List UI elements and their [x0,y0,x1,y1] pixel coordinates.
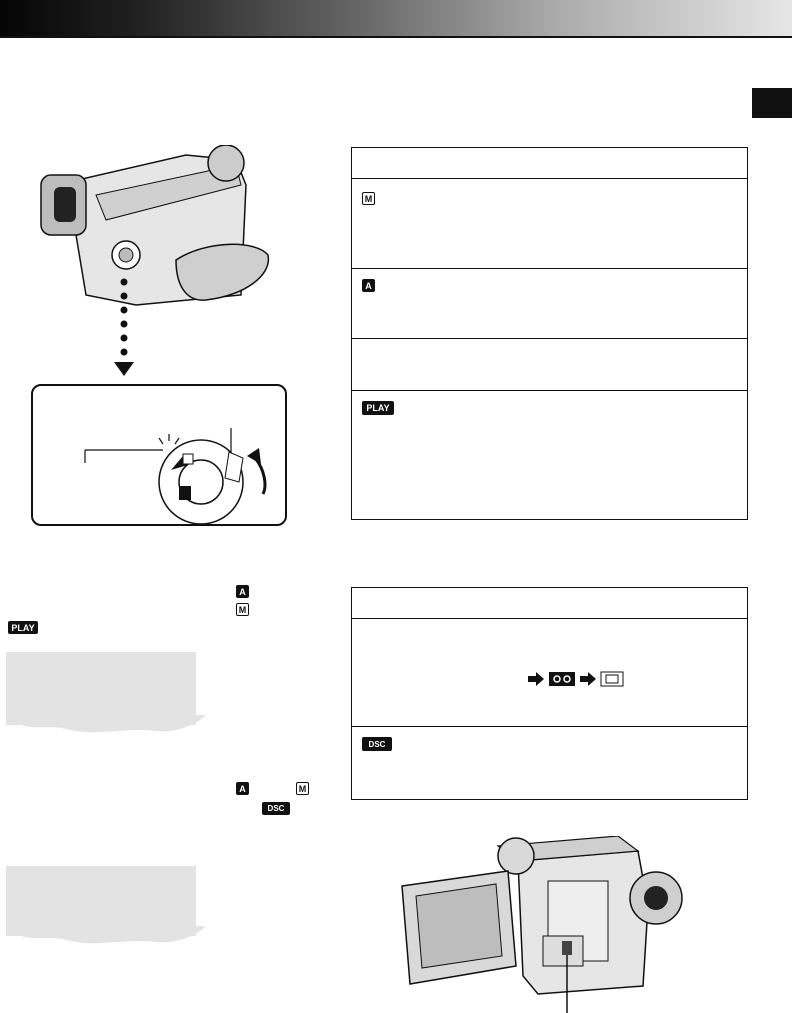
note-box-2 [6,866,196,936]
play-mode-badge-table: PLAY [362,401,394,415]
play-mode-badge: PLAY [8,621,38,634]
manual-mode-badge-table: M [362,192,375,205]
manual-mode-badge: M [236,603,249,616]
auto-mode-badge-2: A [236,782,249,795]
dsc-mode-badge: DSC [262,802,290,815]
mode-table-header [352,148,747,178]
media-row-dsc [352,726,747,800]
page-header-bar [0,0,792,36]
camcorder-top-illustration [36,145,276,310]
power-dial-illustration [33,386,285,524]
media-table-header [352,588,747,618]
mode-row-play [352,390,747,520]
manual-mode-badge-2: M [296,782,309,795]
media-table [351,587,748,800]
note-box-1 [6,652,196,725]
mode-table [351,147,748,520]
dotted-arrow [114,276,134,376]
auto-mode-badge-table: A [362,279,375,292]
camcorder-bottom-illustration [398,836,690,1013]
media-row-tape [352,618,747,727]
tape-to-memory-arrow-icons [528,671,624,687]
auto-mode-badge: A [236,585,249,598]
mode-row-auto [352,268,747,339]
dsc-mode-badge-table: DSC [362,737,392,751]
mode-row-off [352,338,747,391]
language-tab [752,88,792,118]
header-rule [0,36,792,38]
power-dial-panel [31,384,287,526]
mode-row-manual [352,178,747,269]
